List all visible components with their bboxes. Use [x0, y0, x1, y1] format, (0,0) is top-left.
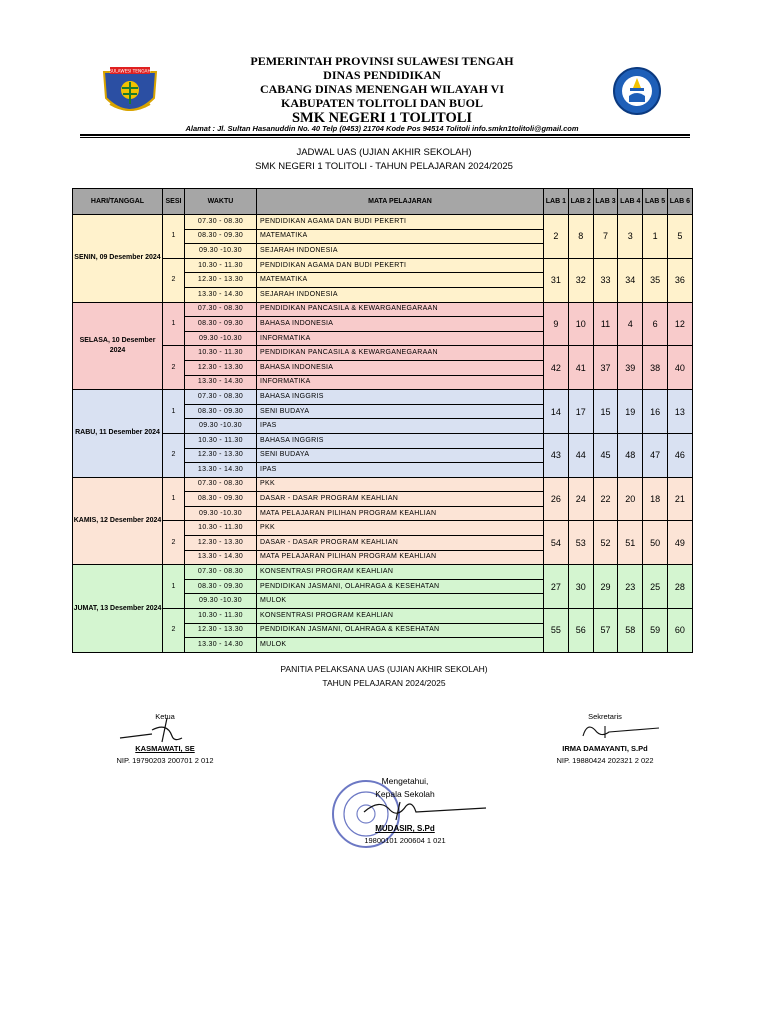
lab-room-cell: 50 — [643, 521, 668, 565]
day-cell: SELASA, 10 Desember 2024 — [73, 302, 163, 390]
subject-cell: DASAR - DASAR PROGRAM KEAHLIAN — [257, 536, 544, 551]
day-cell: SENIN, 09 Desember 2024 — [73, 215, 163, 303]
government-line: PEMERINTAH PROVINSI SULAWESI TENGAH — [250, 54, 514, 68]
lab-room-cell: 8 — [568, 215, 593, 259]
day-cell: KAMIS, 12 Desember 2024 — [73, 477, 163, 565]
subject-cell: PENDIDIKAN PANCASILA & KEWARGANEGARAAN — [257, 346, 544, 361]
time-cell: 10.30 - 11.30 — [185, 346, 257, 361]
lab-room-cell: 44 — [568, 433, 593, 477]
column-header: WAKTU — [185, 189, 257, 215]
time-cell: 08.30 - 09.30 — [185, 492, 257, 507]
time-cell: 13.30 - 14.30 — [185, 463, 257, 478]
lab-room-cell: 19 — [618, 390, 643, 434]
time-cell: 09.30 -10.30 — [185, 594, 257, 609]
lab-room-cell: 37 — [593, 346, 618, 390]
time-cell: 13.30 - 14.30 — [185, 287, 257, 302]
document-subtitle: SMK NEGERI 1 TOLITOLI - TAHUN PELAJARAN 2024/2025 — [255, 161, 513, 172]
subject-cell: MATA PELAJARAN PILIHAN PROGRAM KEAHLIAN — [257, 550, 544, 565]
lab-room-cell: 12 — [667, 302, 692, 346]
lab-room-cell: 38 — [643, 346, 668, 390]
subject-cell: BAHASA INGGRIS — [257, 433, 544, 448]
subject-cell: PKK — [257, 477, 544, 492]
column-header: LAB 4 — [618, 189, 643, 215]
time-cell: 08.30 - 09.30 — [185, 579, 257, 594]
lab-room-cell: 33 — [593, 258, 618, 302]
table-row — [73, 258, 693, 273]
subject-cell: KONSENTRASI PROGRAM KEAHLIAN — [257, 609, 544, 624]
table-row — [73, 390, 693, 405]
subject-cell: SEJARAH INDONESIA — [257, 287, 544, 302]
lab-room-cell: 29 — [593, 565, 618, 609]
lab-room-cell: 26 — [544, 477, 569, 521]
session-cell: 2 — [163, 609, 185, 653]
lab-room-cell: 22 — [593, 477, 618, 521]
time-cell: 09.30 -10.30 — [185, 419, 257, 434]
lab-room-cell: 25 — [643, 565, 668, 609]
lab-room-cell: 14 — [544, 390, 569, 434]
subject-cell: BAHASA INDONESIA — [257, 317, 544, 332]
kepala-nip: 19800101 200604 1 021 — [364, 836, 446, 845]
lab-room-cell: 34 — [618, 258, 643, 302]
subject-cell: SENI BUDAYA — [257, 404, 544, 419]
time-cell: 07.30 - 08.30 — [185, 477, 257, 492]
subject-cell: DASAR - DASAR PROGRAM KEAHLIAN — [257, 492, 544, 507]
school-address: Alamat : Jl. Sultan Hasanuddin No. 40 Telp (0453) 21704 Kode Pos 94514 Tolitoli info.smkn1tolitoli@gmail.com — [185, 124, 579, 133]
lab-room-cell: 48 — [618, 433, 643, 477]
table-row — [73, 565, 693, 580]
lab-room-cell: 6 — [643, 302, 668, 346]
lab-room-cell: 16 — [643, 390, 668, 434]
lab-room-cell: 27 — [544, 565, 569, 609]
subject-cell: SEJARAH INDONESIA — [257, 244, 544, 259]
subject-cell: MATEMATIKA — [257, 273, 544, 288]
committee-year: TAHUN PELAJARAN 2024/2025 — [322, 678, 446, 688]
lab-room-cell: 10 — [568, 302, 593, 346]
time-cell: 13.30 - 14.30 — [185, 550, 257, 565]
column-header: MATA PELAJARAN — [257, 189, 544, 215]
time-cell: 10.30 - 11.30 — [185, 609, 257, 624]
lab-room-cell: 4 — [618, 302, 643, 346]
lab-room-cell: 53 — [568, 521, 593, 565]
time-cell: 13.30 - 14.30 — [185, 638, 257, 653]
time-cell: 12.30 - 13.30 — [185, 623, 257, 638]
session-cell: 1 — [163, 390, 185, 434]
lab-room-cell: 17 — [568, 390, 593, 434]
session-cell: 1 — [163, 215, 185, 259]
lab-room-cell: 39 — [618, 346, 643, 390]
subject-cell: MULOK — [257, 594, 544, 609]
day-cell: JUMAT, 13 Desember 2024 — [73, 565, 163, 653]
session-cell: 2 — [163, 346, 185, 390]
committee-title: PANITIA PELAKSANA UAS (UJIAN AKHIR SEKOLAH) — [280, 664, 488, 674]
table-row — [73, 477, 693, 492]
subject-cell: MATA PELAJARAN PILIHAN PROGRAM KEAHLIAN — [257, 506, 544, 521]
lab-room-cell: 1 — [643, 215, 668, 259]
department-line: DINAS PENDIDIKAN — [323, 68, 441, 82]
lab-room-cell: 51 — [618, 521, 643, 565]
ketua-role: Ketua — [155, 712, 175, 721]
ketua-nip: NIP. 19790203 200701 2 012 — [116, 756, 214, 765]
lab-room-cell: 9 — [544, 302, 569, 346]
time-cell: 09.30 -10.30 — [185, 331, 257, 346]
school-name: SMK NEGERI 1 TOLITOLI — [291, 110, 473, 126]
lab-room-cell: 45 — [593, 433, 618, 477]
lab-room-cell: 36 — [667, 258, 692, 302]
subject-cell: IPAS — [257, 419, 544, 434]
subject-cell: MULOK — [257, 638, 544, 653]
sekretaris-signature-icon — [575, 718, 665, 747]
svg-text:SULAWESI TENGAH: SULAWESI TENGAH — [109, 69, 151, 75]
mengetahui-label: Mengetahui, — [381, 776, 429, 786]
time-cell: 08.30 - 09.30 — [185, 229, 257, 244]
lab-room-cell: 31 — [544, 258, 569, 302]
time-cell: 12.30 - 13.30 — [185, 448, 257, 463]
table-row — [73, 521, 693, 536]
lab-room-cell: 28 — [667, 565, 692, 609]
time-cell: 08.30 - 09.30 — [185, 404, 257, 419]
session-cell: 1 — [163, 565, 185, 609]
lab-room-cell: 11 — [593, 302, 618, 346]
lab-room-cell: 23 — [618, 565, 643, 609]
letterhead-divider — [80, 134, 690, 136]
lab-room-cell: 3 — [618, 215, 643, 259]
sekretaris-role: Sekretaris — [588, 712, 622, 721]
time-cell: 10.30 - 11.30 — [185, 521, 257, 536]
subject-cell: PENDIDIKAN PANCASILA & KEWARGANEGARAAN — [257, 302, 544, 317]
ketua-name: KASMAWATI, SE — [135, 744, 195, 753]
sekretaris-name: IRMA DAMAYANTI, S.Pd — [562, 744, 648, 753]
time-cell: 12.30 - 13.30 — [185, 360, 257, 375]
kepala-name: MUDASIR, S.Pd — [375, 824, 435, 833]
subject-cell: INFORMATIKA — [257, 331, 544, 346]
time-cell: 10.30 - 11.30 — [185, 433, 257, 448]
lab-room-cell: 21 — [667, 477, 692, 521]
subject-cell: PENDIDIKAN JASMANI, OLAHRAGA & KESEHATAN — [257, 579, 544, 594]
table-row — [73, 302, 693, 317]
kepala-role: Kepala Sekolah — [375, 789, 435, 799]
day-cell: RABU, 11 Desember 2024 — [73, 390, 163, 478]
column-header: LAB 3 — [593, 189, 618, 215]
session-cell: 1 — [163, 477, 185, 521]
lab-room-cell: 56 — [568, 609, 593, 653]
document-title: JADWAL UAS (UJIAN AKHIR SEKOLAH) — [296, 147, 472, 158]
regency-line: KABUPATEN TOLITOLI DAN BUOL — [281, 96, 483, 110]
session-cell: 1 — [163, 302, 185, 346]
column-header: SESI — [163, 189, 185, 215]
subject-cell: PENDIDIKAN AGAMA DAN BUDI PEKERTI — [257, 258, 544, 273]
subject-cell: BAHASA INDONESIA — [257, 360, 544, 375]
lab-room-cell: 49 — [667, 521, 692, 565]
lab-room-cell: 5 — [667, 215, 692, 259]
lab-room-cell: 7 — [593, 215, 618, 259]
session-cell: 2 — [163, 258, 185, 302]
time-cell: 07.30 - 08.30 — [185, 215, 257, 230]
subject-cell: SENI BUDAYA — [257, 448, 544, 463]
letterhead-text — [72, 54, 692, 127]
lab-room-cell: 13 — [667, 390, 692, 434]
letterhead — [72, 52, 692, 136]
lab-room-cell: 40 — [667, 346, 692, 390]
time-cell: 13.30 - 14.30 — [185, 375, 257, 390]
column-header: LAB 1 — [544, 189, 569, 215]
lab-room-cell: 41 — [568, 346, 593, 390]
lab-room-cell: 47 — [643, 433, 668, 477]
lab-room-cell: 54 — [544, 521, 569, 565]
subject-cell: PKK — [257, 521, 544, 536]
time-cell: 07.30 - 08.30 — [185, 390, 257, 405]
session-cell: 2 — [163, 433, 185, 477]
table-row — [73, 609, 693, 624]
column-header: HARI/TANGGAL — [73, 189, 163, 215]
lab-room-cell: 52 — [593, 521, 618, 565]
tut-wuri-handayani-logo-icon — [612, 66, 662, 116]
time-cell: 09.30 -10.30 — [185, 506, 257, 521]
time-cell: 10.30 - 11.30 — [185, 258, 257, 273]
table-row — [73, 433, 693, 448]
sekretaris-nip: NIP. 19880424 202321 2 022 — [556, 756, 654, 765]
time-cell: 07.30 - 08.30 — [185, 302, 257, 317]
letterhead-divider-thin — [80, 137, 690, 138]
lab-room-cell: 18 — [643, 477, 668, 521]
lab-room-cell: 58 — [618, 609, 643, 653]
time-cell: 07.30 - 08.30 — [185, 565, 257, 580]
lab-room-cell: 20 — [618, 477, 643, 521]
lab-room-cell: 55 — [544, 609, 569, 653]
lab-room-cell: 60 — [667, 609, 692, 653]
column-header: LAB 6 — [667, 189, 692, 215]
lab-room-cell: 2 — [544, 215, 569, 259]
column-header: LAB 5 — [643, 189, 668, 215]
exam-schedule-table — [72, 188, 693, 653]
subject-cell: KONSENTRASI PROGRAM KEAHLIAN — [257, 565, 544, 580]
table-row — [73, 215, 693, 230]
lab-room-cell: 32 — [568, 258, 593, 302]
subject-cell: PENDIDIKAN AGAMA DAN BUDI PEKERTI — [257, 215, 544, 230]
table-row — [73, 346, 693, 361]
lab-room-cell: 42 — [544, 346, 569, 390]
lab-room-cell: 57 — [593, 609, 618, 653]
lab-room-cell: 24 — [568, 477, 593, 521]
time-cell: 12.30 - 13.30 — [185, 273, 257, 288]
subject-cell: IPAS — [257, 463, 544, 478]
time-cell: 09.30 -10.30 — [185, 244, 257, 259]
subject-cell: PENDIDIKAN JASMANI, OLAHRAGA & KESEHATAN — [257, 623, 544, 638]
lab-room-cell: 43 — [544, 433, 569, 477]
lab-room-cell: 15 — [593, 390, 618, 434]
lab-room-cell: 30 — [568, 565, 593, 609]
subject-cell: MATEMATIKA — [257, 229, 544, 244]
lab-room-cell: 35 — [643, 258, 668, 302]
table-header-row — [73, 189, 693, 215]
lab-room-cell: 59 — [643, 609, 668, 653]
subject-cell: BAHASA INGGRIS — [257, 390, 544, 405]
time-cell: 08.30 - 09.30 — [185, 317, 257, 332]
lab-room-cell: 46 — [667, 433, 692, 477]
time-cell: 12.30 - 13.30 — [185, 536, 257, 551]
subject-cell: INFORMATIKA — [257, 375, 544, 390]
column-header: LAB 2 — [568, 189, 593, 215]
branch-line: CABANG DINAS MENENGAH WILAYAH VI — [259, 82, 505, 96]
session-cell: 2 — [163, 521, 185, 565]
